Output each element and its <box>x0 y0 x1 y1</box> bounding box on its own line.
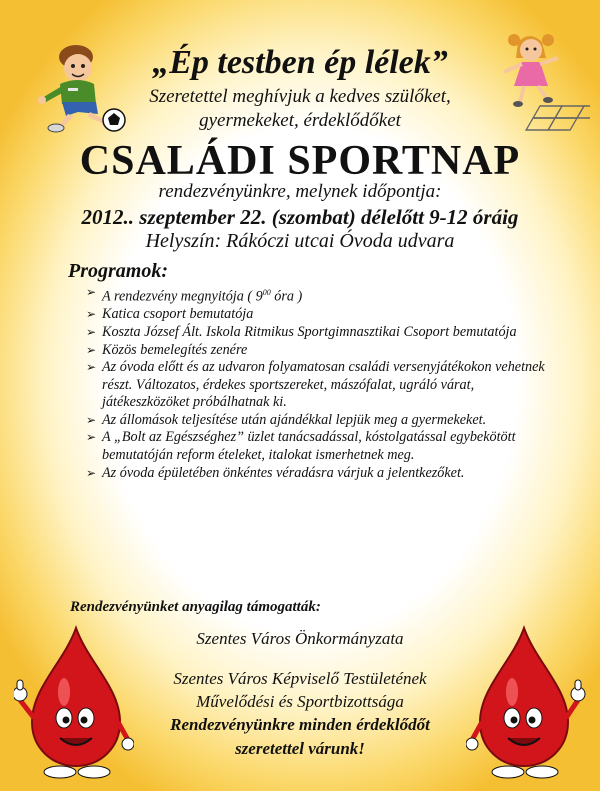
arrow-bullet-icon: ➢ <box>86 307 97 322</box>
opening-prefix: A rendezvény megnyitója ( 9 <box>102 288 263 305</box>
list-item <box>85 412 555 430</box>
list-item <box>85 306 555 324</box>
closing-line-1: Rendezvényünkre minden érdeklődőt <box>170 715 430 734</box>
event-intro: rendezvényünkre, melynek időpontja: <box>158 181 442 202</box>
support-heading: Rendezvényünket anyagilag támogatták: <box>70 599 321 615</box>
program-heading: Programok: <box>68 260 168 282</box>
arrow-bullet-icon: ➢ <box>86 465 97 480</box>
program-item-text: Az óvoda előtt és az udvaron folyamatosan családi versenyjátékokon vehetnek részt. Változatos, érdekes sportszereket, mászófalat, ugráló várat, játékeszközöket próbálhatnak ki. <box>102 359 545 411</box>
sponsor-2-line-2: Művelődési és Sportbizottsága <box>196 692 404 711</box>
arrow-bullet-icon: ➢ <box>86 412 97 427</box>
closing-line-2: szeretettel várunk! <box>235 739 365 758</box>
event-location: Helyszín: Rákóczi utcai Óvoda udvara <box>145 230 455 252</box>
program-item-text: Koszta József Ált. Iskola Ritmikus Sportgimnasztikai Csoport bemutatója <box>102 323 517 340</box>
opening-suffix: óra ) <box>270 288 303 305</box>
sponsor-2-line-1: Szentes Város Képviselő Testületének <box>173 669 427 688</box>
program-item-text: Katica csoport bemutatója <box>102 306 254 323</box>
list-item <box>85 324 555 342</box>
blood-drop-mascot-icon <box>14 622 134 782</box>
program-item-text: A „Bolt az Egészséghez” üzlet tanácsadással, kóstolgatással egybekötött bemutatóján reform ételeket, italokat ismerhetnek meg. <box>102 429 516 464</box>
invite-line-1: Szeretettel meghívjuk a kedves szülőket, <box>149 86 451 107</box>
arrow-bullet-icon: ➢ <box>86 324 97 339</box>
blood-drop-mascot-icon <box>466 622 586 782</box>
opening-time-superscript: 00 <box>262 288 271 297</box>
program-list <box>85 284 555 482</box>
sponsor-1: Szentes Város Önkormányzata <box>196 629 404 648</box>
event-name: CSALÁDI SPORTNAP <box>79 138 521 184</box>
list-item <box>85 429 555 464</box>
arrow-bullet-icon: ➢ <box>86 360 97 375</box>
invite-line-2: gyermekeket, érdeklődőket <box>199 110 401 131</box>
program-item-text: Közös bemelegítés zenére <box>102 341 248 358</box>
program-item-text: Az óvoda épületében önkéntes véradásra várjuk a jelentkezőket. <box>102 464 465 481</box>
arrow-bullet-icon: ➢ <box>86 342 97 357</box>
list-item <box>85 284 555 306</box>
program-item-text: Az állomások teljesítése után ajándékkal lepjük meg a gyermekeket. <box>102 411 487 428</box>
list-item <box>85 359 555 412</box>
arrow-bullet-icon: ➢ <box>86 430 97 445</box>
list-item <box>85 465 555 483</box>
motto-title: „Ép testben ép lélek” <box>152 44 448 81</box>
list-item <box>85 342 555 360</box>
arrow-bullet-icon: ➢ <box>86 285 97 299</box>
event-date: 2012.. szeptember 22. (szombat) délelőtt 9-12 óráig <box>81 205 519 229</box>
